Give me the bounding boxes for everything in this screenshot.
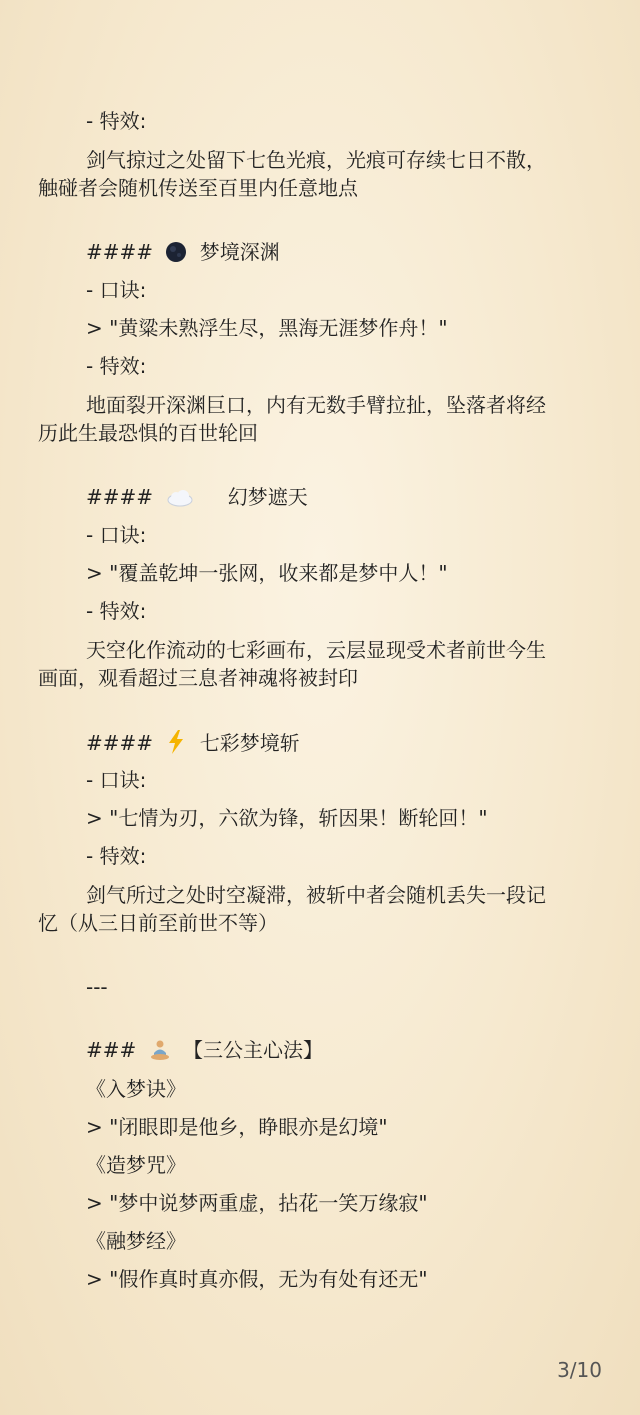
chant-quote: > "黄粱未熟浮生尽，黑海无涯梦作舟！" [86,316,448,340]
section-title: 幻梦遮天 [227,485,308,509]
method-title: 《融梦经》 [86,1229,186,1253]
section-title: 【三公主心法】 [183,1038,323,1062]
moon-icon [165,241,187,263]
method-quote: > "闭眼即是他乡，睁眼亦是幻境" [86,1115,388,1139]
method-title: 《入梦诀》 [86,1077,186,1101]
effect-text-line: 历此生最恐惧的百世轮回 [38,421,258,445]
lightning-icon [165,730,187,752]
section-heading-dream-abyss [86,240,280,264]
chant-quote: > "七情为刃，六欲为锋，斩因果！断轮回！" [86,806,488,830]
method-title: 《造梦咒》 [86,1153,186,1177]
effect-text-line: 画面，观看超过三息者神魂将被封印 [38,666,358,690]
page-number: 3/10 [557,1358,602,1382]
divider: --- [86,975,108,999]
method-quote: > "梦中说梦两重虚，拈花一笑万缘寂" [86,1191,428,1215]
heading-marker: #### [86,240,154,264]
effect-label: - 特效: [86,599,147,623]
section-heading-rainbow-slash [86,730,300,755]
method-quote: > "假作真时真亦假，无为有处有还无" [86,1267,428,1291]
effect-text-line: 剑气所过之处时空凝滞，被斩中者会随机丢失一段记 [86,883,546,907]
chant-label: - 口诀: [86,523,147,547]
cloud-icon [165,486,195,508]
heading-marker: #### [86,485,154,509]
effect-text-line: 地面裂开深渊巨口，内有无数手臂拉扯，坠落者将经 [86,393,546,417]
heading-marker: ### [86,1038,137,1062]
section-heading-illusion [86,485,308,509]
effect-text-line: 忆（从三日前至前世不等） [38,911,278,935]
effect-text-line: 剑气掠过之处留下七色光痕，光痕可存续七日不散， [86,148,546,172]
chant-label: - 口诀: [86,768,147,792]
effect-text-line: 天空化作流动的七彩画布，云层显现受术者前世今生 [86,638,546,662]
chant-label: - 口诀: [86,278,147,302]
chant-quote: > "覆盖乾坤一张网，收来都是梦中人！" [86,561,448,585]
heading-marker: #### [86,731,154,755]
section-title: 七彩梦境斩 [199,731,300,755]
section-title: 梦境深渊 [199,240,280,264]
effect-label: - 特效: [86,844,147,868]
effect-label: - 特效: [86,354,147,378]
effect-text-line: 触碰者会随机传送至百里内任意地点 [38,176,358,200]
effect-label: - 特效: [86,109,147,133]
meditation-icon [149,1039,171,1061]
section-heading-princess-method [86,1038,323,1062]
